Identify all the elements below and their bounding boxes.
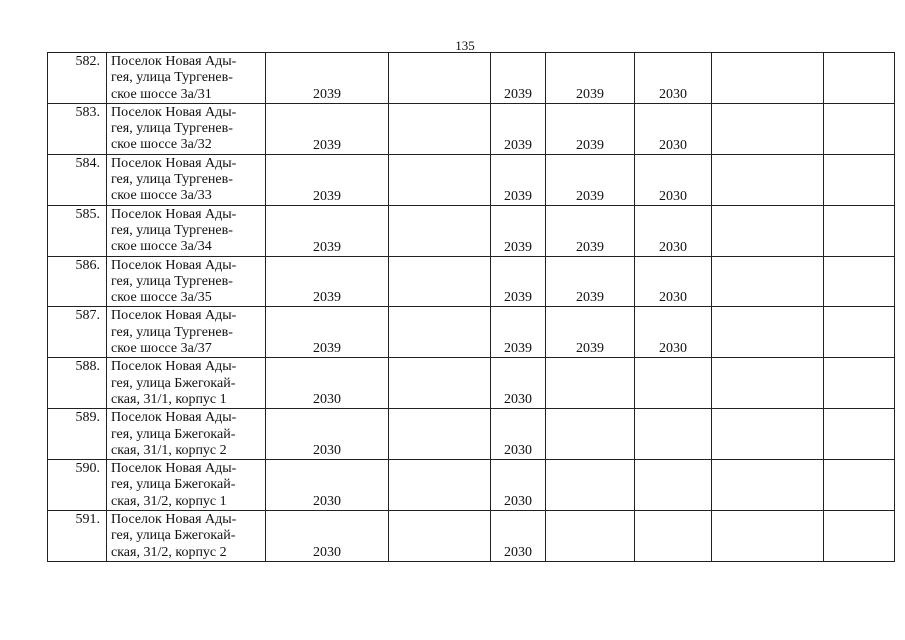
year-cell: 2030 [491, 511, 546, 562]
year-cell [824, 256, 895, 307]
row-number: 590. [48, 460, 107, 511]
year-cell [389, 409, 491, 460]
year-cell: 2039 [491, 103, 546, 154]
year-cell [712, 358, 824, 409]
address-cell: Поселок Новая Ады- гея, улица Тургенев- ское шоссе 3а/31 [107, 53, 266, 104]
year-cell: 2030 [491, 460, 546, 511]
year-cell [546, 358, 635, 409]
year-cell [712, 511, 824, 562]
year-cell [389, 103, 491, 154]
year-cell [389, 460, 491, 511]
table-row [48, 256, 895, 307]
address-cell: Поселок Новая Ады- гея, улица Бжегокай- ская, 31/2, корпус 1 [107, 460, 266, 511]
year-cell [712, 154, 824, 205]
year-cell: 2039 [546, 307, 635, 358]
year-cell [712, 256, 824, 307]
year-cell: 2039 [266, 53, 389, 104]
address-cell: Поселок Новая Ады- гея, улица Тургенев- ское шоссе 3а/34 [107, 205, 266, 256]
year-cell [389, 511, 491, 562]
year-cell: 2039 [546, 256, 635, 307]
row-number: 584. [48, 154, 107, 205]
housing-registry-table [47, 52, 895, 562]
address-cell: Поселок Новая Ады- гея, улица Тургенев- ское шоссе 3а/32 [107, 103, 266, 154]
row-number: 585. [48, 205, 107, 256]
year-cell: 2030 [635, 205, 712, 256]
address-cell: Поселок Новая Ады- гея, улица Бжегокай- ская, 31/1, корпус 2 [107, 409, 266, 460]
table-row [48, 103, 895, 154]
year-cell [546, 409, 635, 460]
year-cell [389, 205, 491, 256]
year-cell: 2039 [266, 103, 389, 154]
table-row [48, 358, 895, 409]
year-cell [389, 358, 491, 409]
year-cell: 2039 [491, 205, 546, 256]
year-cell: 2039 [266, 307, 389, 358]
table-row [48, 409, 895, 460]
year-cell: 2030 [491, 409, 546, 460]
row-number: 587. [48, 307, 107, 358]
address-cell: Поселок Новая Ады- гея, улица Бжегокай- ская, 31/2, корпус 2 [107, 511, 266, 562]
year-cell [824, 53, 895, 104]
year-cell [824, 460, 895, 511]
year-cell: 2039 [491, 307, 546, 358]
year-cell: 2030 [635, 53, 712, 104]
year-cell: 2039 [266, 154, 389, 205]
year-cell [712, 409, 824, 460]
year-cell [389, 307, 491, 358]
table-row [48, 511, 895, 562]
year-cell [824, 154, 895, 205]
year-cell: 2039 [266, 256, 389, 307]
table-row [48, 154, 895, 205]
year-cell [635, 511, 712, 562]
year-cell [824, 409, 895, 460]
row-number: 588. [48, 358, 107, 409]
year-cell [389, 256, 491, 307]
year-cell [546, 511, 635, 562]
year-cell [546, 460, 635, 511]
page-number: 135 [455, 38, 475, 53]
year-cell: 2030 [635, 103, 712, 154]
year-cell: 2039 [546, 205, 635, 256]
year-cell: 2039 [491, 53, 546, 104]
year-cell: 2030 [491, 358, 546, 409]
year-cell: 2039 [546, 103, 635, 154]
year-cell [824, 205, 895, 256]
year-cell [635, 358, 712, 409]
year-cell: 2030 [266, 511, 389, 562]
year-cell [635, 460, 712, 511]
year-cell [712, 103, 824, 154]
row-number: 583. [48, 103, 107, 154]
year-cell [389, 154, 491, 205]
row-number: 591. [48, 511, 107, 562]
year-cell: 2039 [546, 53, 635, 104]
table-row [48, 307, 895, 358]
year-cell [824, 358, 895, 409]
year-cell [824, 511, 895, 562]
year-cell: 2039 [266, 205, 389, 256]
address-cell: Поселок Новая Ады- гея, улица Бжегокай- ская, 31/1, корпус 1 [107, 358, 266, 409]
address-cell: Поселок Новая Ады- гея, улица Тургенев- ское шоссе 3а/33 [107, 154, 266, 205]
year-cell [712, 53, 824, 104]
year-cell: 2039 [491, 154, 546, 205]
year-cell: 2030 [266, 358, 389, 409]
year-cell: 2030 [266, 460, 389, 511]
address-cell: Поселок Новая Ады- гея, улица Тургенев- ское шоссе 3а/35 [107, 256, 266, 307]
year-cell [712, 205, 824, 256]
year-cell [712, 460, 824, 511]
year-cell: 2030 [635, 307, 712, 358]
year-cell [824, 307, 895, 358]
year-cell: 2030 [635, 154, 712, 205]
year-cell [712, 307, 824, 358]
year-cell: 2039 [491, 256, 546, 307]
row-number: 589. [48, 409, 107, 460]
year-cell: 2030 [635, 256, 712, 307]
table-row [48, 53, 895, 104]
row-number: 582. [48, 53, 107, 104]
year-cell [389, 53, 491, 104]
table-row [48, 460, 895, 511]
year-cell [824, 103, 895, 154]
row-number: 586. [48, 256, 107, 307]
year-cell: 2039 [546, 154, 635, 205]
year-cell [635, 409, 712, 460]
table-row [48, 205, 895, 256]
year-cell: 2030 [266, 409, 389, 460]
address-cell: Поселок Новая Ады- гея, улица Тургенев- ское шоссе 3а/37 [107, 307, 266, 358]
